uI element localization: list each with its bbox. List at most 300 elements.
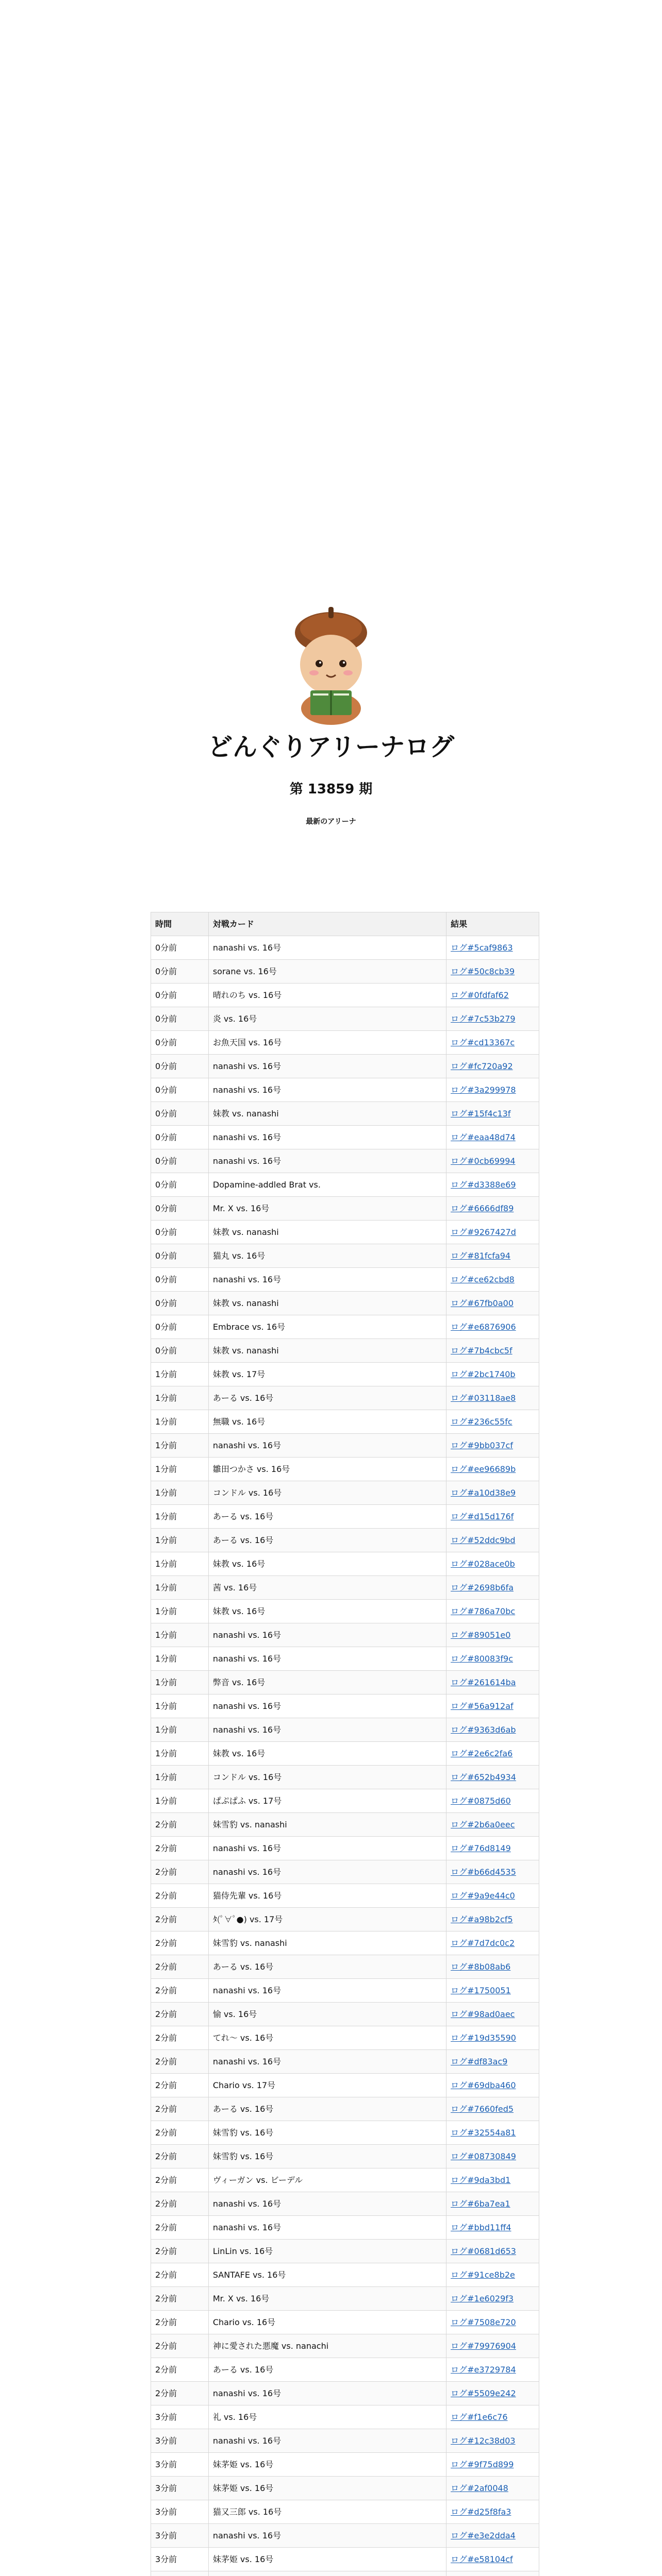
time-cell: 2分前 — [151, 2074, 209, 2097]
result-cell — [446, 1766, 539, 1789]
matchup-cell: あーる vs. 16号 — [208, 2358, 446, 2382]
log-link[interactable]: ログ#80083f9c — [451, 1654, 514, 1664]
result-cell — [446, 1955, 539, 1979]
matchup-cell: 妹教 vs. nanashi — [208, 1292, 446, 1315]
time-cell: 3分前 — [151, 2429, 209, 2453]
time-cell: 1分前 — [151, 1481, 209, 1505]
table-row — [151, 2263, 539, 2287]
time-cell: 1分前 — [151, 1623, 209, 1647]
time-cell: 0分前 — [151, 1197, 209, 1221]
time-cell: 2分前 — [151, 2311, 209, 2334]
result-cell — [446, 1410, 539, 1434]
table-row — [151, 2145, 539, 2168]
result-cell — [446, 1481, 539, 1505]
log-link[interactable]: ログ#f1e6c76 — [451, 2412, 508, 2422]
result-cell — [446, 2334, 539, 2358]
matchup-cell: 妹雪豹 vs. 16号 — [208, 2145, 446, 2168]
time-cell: 0分前 — [151, 1007, 209, 1031]
result-cell — [446, 2500, 539, 2524]
log-link[interactable]: ログ#d25f8fa3 — [451, 2507, 511, 2517]
time-cell: 2分前 — [151, 1837, 209, 1860]
time-cell: 1分前 — [151, 1529, 209, 1552]
table-row — [151, 1908, 539, 1931]
table-row — [151, 1529, 539, 1552]
log-link[interactable]: ログ#ce62cbd8 — [451, 1275, 515, 1284]
log-link[interactable]: ログ#9267427d — [451, 1227, 516, 1237]
result-cell — [446, 1102, 539, 1126]
matchup-cell: nanashi vs. 16号 — [208, 1055, 446, 1078]
time-cell: 2分前 — [151, 1813, 209, 1837]
time-cell: 0分前 — [151, 1078, 209, 1102]
time-cell: 2分前 — [151, 1979, 209, 2003]
log-link[interactable]: ログ#0fdfaf62 — [451, 990, 509, 1000]
table-header-row — [151, 912, 539, 936]
log-link[interactable]: ログ#a98b2cf5 — [451, 1914, 513, 1924]
table-row — [151, 1197, 539, 1221]
log-link[interactable]: ログ#2698b6fa — [451, 1583, 514, 1592]
log-link[interactable]: ログ#0681d653 — [451, 2246, 516, 2256]
time-cell — [151, 2571, 209, 2576]
log-link[interactable]: ログ#236c55fc — [451, 1417, 512, 1427]
time-cell: 0分前 — [151, 1173, 209, 1197]
time-cell: 1分前 — [151, 1742, 209, 1766]
table-row — [151, 2382, 539, 2405]
matchup-cell: あーる vs. 16号 — [208, 1505, 446, 1529]
matchup-cell: あーる vs. 16号 — [208, 1386, 446, 1410]
result-cell — [446, 1552, 539, 1576]
log-link[interactable]: ログ#9bb037cf — [451, 1440, 513, 1450]
matchup-cell: nanashi vs. 16号 — [208, 1647, 446, 1671]
time-cell: 0分前 — [151, 1268, 209, 1292]
result-cell — [446, 2429, 539, 2453]
matchup-cell: 妹茅姫 vs. 16号 — [208, 2453, 446, 2477]
result-cell — [446, 1931, 539, 1955]
result-cell — [446, 936, 539, 960]
table-row — [151, 2571, 539, 2576]
matchup-cell: 愉 vs. 16号 — [208, 2003, 446, 2026]
result-cell — [446, 1742, 539, 1766]
log-link[interactable]: ログ#2af0048 — [451, 2483, 508, 2493]
column-header-matchup: 対戦カード — [208, 912, 446, 936]
matchup-cell: nanashi vs. 16号 — [208, 1860, 446, 1884]
time-cell: 2分前 — [151, 2121, 209, 2145]
result-cell — [446, 2216, 539, 2240]
log-link[interactable]: ログ#652b4934 — [451, 1772, 516, 1782]
table-row — [151, 1600, 539, 1623]
table-row — [151, 1766, 539, 1789]
time-cell: 1分前 — [151, 1386, 209, 1410]
time-cell: 0分前 — [151, 1221, 209, 1244]
table-row — [151, 1860, 539, 1884]
time-cell: 0分前 — [151, 1055, 209, 1078]
matchup-cell: 猫丸 vs. 16号 — [208, 1244, 446, 1268]
table-row — [151, 2500, 539, 2524]
time-cell: 2分前 — [151, 2192, 209, 2216]
matchup-cell: nanashi vs. 16号 — [208, 1268, 446, 1292]
log-link[interactable]: ログ#15f4c13f — [451, 1109, 511, 1118]
log-link[interactable]: ログ#98ad0aec — [451, 2009, 515, 2019]
result-cell — [446, 1529, 539, 1552]
log-link[interactable]: ログ#76d8149 — [451, 1843, 511, 1853]
matchup-cell: 妹茅姫 vs. 16号 — [208, 2477, 446, 2500]
log-link[interactable]: ログ#e58104cf — [451, 2554, 513, 2564]
log-link[interactable]: ログ#03118ae8 — [451, 1393, 516, 1403]
matchup-cell: 妹教 vs. 16号 — [208, 1552, 446, 1576]
log-link[interactable]: ログ#08730849 — [451, 2151, 516, 2161]
matchup-cell: nanashi vs. 16号 — [208, 936, 446, 960]
matchup-cell: 妹教 vs. nanashi — [208, 1102, 446, 1126]
log-link[interactable]: ログ#8b08ab6 — [451, 1962, 511, 1972]
matchup-cell: nanashi vs. 16号 — [208, 2382, 446, 2405]
table-body — [151, 936, 539, 2576]
table-row — [151, 984, 539, 1007]
matchup-cell: 茜 vs. 16号 — [208, 1576, 446, 1600]
table-row — [151, 1434, 539, 1458]
log-link[interactable]: ログ#2e6c2fa6 — [451, 1749, 513, 1758]
matchup-cell: nanashi vs. 16号 — [208, 1718, 446, 1742]
result-cell — [446, 2145, 539, 2168]
log-link[interactable]: ログ#7660fed5 — [451, 2104, 514, 2114]
log-link[interactable]: ログ#1e6029f3 — [451, 2294, 514, 2303]
result-cell — [446, 2358, 539, 2382]
table-row — [151, 2097, 539, 2121]
time-cell: 2分前 — [151, 1884, 209, 1908]
log-link[interactable]: ログ#d15d176f — [451, 1512, 514, 1521]
column-header-result: 結果 — [446, 912, 539, 936]
arena-log-table — [151, 912, 539, 2576]
time-cell: 3分前 — [151, 2477, 209, 2500]
latest-arena-link[interactable]: 最新のアリーナ — [306, 818, 356, 826]
result-cell — [446, 1173, 539, 1197]
matchup-cell: nanashi vs. 16号 — [208, 2192, 446, 2216]
table-row — [151, 1339, 539, 1363]
result-cell — [446, 2097, 539, 2121]
matchup-cell: nanashi vs. 16号 — [208, 1623, 446, 1647]
log-link[interactable]: ログ#e3e2dda4 — [451, 2531, 516, 2540]
matchup-cell: SANTAFE vs. 16号 — [208, 2263, 446, 2287]
table-row — [151, 2524, 539, 2548]
log-link[interactable]: ログ#81fcfa94 — [451, 1251, 511, 1261]
matchup-cell: ぱぷぱふ vs. 17号 — [208, 1789, 446, 1813]
time-cell: 3分前 — [151, 2500, 209, 2524]
matchup-cell: 礼 vs. 16号 — [208, 2405, 446, 2429]
log-link[interactable]: ログ#2b6a0eec — [451, 1820, 515, 1829]
table-row — [151, 1552, 539, 1576]
result-cell — [446, 1363, 539, 1386]
log-link[interactable]: ログ#7d7dc0c2 — [451, 1938, 515, 1948]
time-cell: 0分前 — [151, 960, 209, 984]
log-link[interactable]: ログ#261614ba — [451, 1677, 516, 1687]
log-link[interactable]: ログ#786a70bc — [451, 1606, 516, 1616]
table-row — [151, 1576, 539, 1600]
result-cell — [446, 1434, 539, 1458]
table-row — [151, 1837, 539, 1860]
time-cell: 3分前 — [151, 2405, 209, 2429]
matchup-cell: あーる vs. 16号 — [208, 1529, 446, 1552]
table-row — [151, 1955, 539, 1979]
matchup-cell: 猫又三郎 vs. 16号 — [208, 2500, 446, 2524]
matchup-cell: 妹教 vs. 17号 — [208, 1363, 446, 1386]
log-link[interactable]: ログ#3a299978 — [451, 1085, 516, 1095]
table-row — [151, 2477, 539, 2500]
matchup-cell: 弊音 vs. 16号 — [208, 1671, 446, 1694]
log-link[interactable]: ログ#e3729784 — [451, 2365, 516, 2375]
matchup-cell: ヴィーガン vs. ビーデル — [208, 2168, 446, 2192]
log-link[interactable]: ログ#32554a81 — [451, 2128, 516, 2138]
matchup-cell: Embrace vs. 16号 — [208, 1315, 446, 1339]
log-link[interactable]: ログ#12c38d03 — [451, 2436, 516, 2446]
matchup-cell: Dopamine-addled Brat vs. — [208, 1173, 446, 1197]
matchup-cell — [208, 2571, 446, 2576]
matchup-cell: 炎 vs. 16号 — [208, 1007, 446, 1031]
result-cell — [446, 2287, 539, 2311]
result-cell — [446, 2571, 539, 2576]
table-row — [151, 1931, 539, 1955]
result-cell — [446, 2453, 539, 2477]
log-link[interactable]: ログ#9a9e44c0 — [451, 1891, 515, 1901]
log-link[interactable]: ログ#19d35590 — [451, 2033, 516, 2043]
matchup-cell: 猫侍先輩 vs. 16号 — [208, 1884, 446, 1908]
table-row — [151, 1244, 539, 1268]
time-cell: 1分前 — [151, 1363, 209, 1386]
log-link[interactable]: ログ#0875d60 — [451, 1796, 511, 1806]
result-cell — [446, 960, 539, 984]
table-row — [151, 1292, 539, 1315]
time-cell: 2分前 — [151, 1955, 209, 1979]
matchup-cell: nanashi vs. 16号 — [208, 1837, 446, 1860]
matchup-cell: nanashi vs. 16号 — [208, 1126, 446, 1149]
log-link[interactable]: ログ#d3388e69 — [451, 1180, 516, 1190]
result-cell — [446, 2240, 539, 2263]
result-cell — [446, 984, 539, 1007]
matchup-cell: Mr. X vs. 16号 — [208, 1197, 446, 1221]
table-row — [151, 2311, 539, 2334]
result-cell — [446, 1031, 539, 1055]
time-cell: 2分前 — [151, 2145, 209, 2168]
log-link[interactable]: ログ#50c8cb39 — [451, 967, 515, 976]
log-link[interactable]: ログ#69dba460 — [451, 2080, 516, 2090]
matchup-cell: 無職 vs. 16号 — [208, 1410, 446, 1434]
log-link[interactable]: ログ#5509e242 — [451, 2388, 516, 2398]
time-cell: 0分前 — [151, 1126, 209, 1149]
time-cell: 2分前 — [151, 2358, 209, 2382]
result-cell — [446, 1837, 539, 1860]
time-cell: 1分前 — [151, 1552, 209, 1576]
table-row — [151, 1458, 539, 1481]
result-cell — [446, 1979, 539, 2003]
matchup-cell: Mr. X vs. 16号 — [208, 2287, 446, 2311]
table-row — [151, 2026, 539, 2050]
table-row — [151, 2050, 539, 2074]
matchup-cell: nanashi vs. 16号 — [208, 1694, 446, 1718]
matchup-cell: sorane vs. 16号 — [208, 960, 446, 984]
result-cell — [446, 1694, 539, 1718]
result-cell — [446, 2405, 539, 2429]
log-link[interactable]: ログ#ee96689b — [451, 1464, 516, 1474]
log-link[interactable]: ログ#2bc1740b — [451, 1369, 516, 1379]
matchup-cell: nanashi vs. 16号 — [208, 1149, 446, 1173]
time-cell: 1分前 — [151, 1458, 209, 1481]
log-link[interactable]: ログ#9da3bd1 — [451, 2175, 511, 2185]
matchup-cell: 妹雪豹 vs. 16号 — [208, 2121, 446, 2145]
matchup-cell: 妹雪豹 vs. nanashi — [208, 1931, 446, 1955]
result-cell — [446, 1244, 539, 1268]
log-link[interactable]: ログ#79976904 — [451, 2341, 516, 2351]
time-cell: 0分前 — [151, 1292, 209, 1315]
time-cell: 1分前 — [151, 1434, 209, 1458]
time-cell: 0分前 — [151, 1339, 209, 1363]
result-cell — [446, 1315, 539, 1339]
time-cell: 0分前 — [151, 1149, 209, 1173]
result-cell — [446, 2382, 539, 2405]
table-row — [151, 1505, 539, 1529]
table-row — [151, 2216, 539, 2240]
result-cell — [446, 2003, 539, 2026]
table-row — [151, 1410, 539, 1434]
time-cell: 3分前 — [151, 2548, 209, 2571]
time-cell: 0分前 — [151, 936, 209, 960]
time-cell: 2分前 — [151, 2240, 209, 2263]
time-cell: 3分前 — [151, 2453, 209, 2477]
table-row — [151, 1647, 539, 1671]
result-cell — [446, 1671, 539, 1694]
table-row — [151, 1149, 539, 1173]
time-cell: 1分前 — [151, 1718, 209, 1742]
result-cell — [446, 1647, 539, 1671]
column-header-time: 時間 — [151, 912, 209, 936]
log-link[interactable]: ログ#6666df89 — [451, 1204, 514, 1213]
time-cell: 2分前 — [151, 2097, 209, 2121]
time-cell: 2分前 — [151, 1931, 209, 1955]
table-row — [151, 1078, 539, 1102]
result-cell — [446, 2050, 539, 2074]
table-row — [151, 2453, 539, 2477]
log-link[interactable]: ログ#eaa48d74 — [451, 1132, 516, 1142]
table-row — [151, 1363, 539, 1386]
matchup-cell: nanashi vs. 16号 — [208, 2524, 446, 2548]
table-row — [151, 2405, 539, 2429]
time-cell: 2分前 — [151, 2216, 209, 2240]
table-row — [151, 1742, 539, 1766]
matchup-cell: コンドル vs. 16号 — [208, 1766, 446, 1789]
log-link[interactable]: ログ#56a912af — [451, 1701, 514, 1711]
log-link[interactable]: ログ#5caf9863 — [451, 943, 513, 953]
log-link[interactable]: ログ#cd13367c — [451, 1038, 515, 1047]
table-row — [151, 1789, 539, 1813]
matchup-cell: 雛田つかさ vs. 16号 — [208, 1458, 446, 1481]
matchup-cell: ﾀ(ﾟ∀ﾟ●) vs. 17号 — [208, 1908, 446, 1931]
arena-log-table-container — [151, 912, 539, 2576]
time-cell: 0分前 — [151, 1244, 209, 1268]
time-cell: 2分前 — [151, 2263, 209, 2287]
log-link[interactable]: ログ#89051e0 — [451, 1630, 511, 1640]
matchup-cell: nanashi vs. 16号 — [208, 2429, 446, 2453]
table-row — [151, 2287, 539, 2311]
time-cell: 2分前 — [151, 2382, 209, 2405]
result-cell — [446, 2074, 539, 2097]
log-link[interactable]: ログ#fc720a92 — [451, 1061, 513, 1071]
matchup-cell: nanashi vs. 16号 — [208, 1434, 446, 1458]
log-link[interactable]: ログ#1750051 — [451, 1986, 511, 1995]
matchup-cell: nanashi vs. 16号 — [208, 2216, 446, 2240]
matchup-cell: 妹教 vs. 16号 — [208, 1742, 446, 1766]
result-cell — [446, 1718, 539, 1742]
table-row — [151, 1623, 539, 1647]
time-cell: 2分前 — [151, 2334, 209, 2358]
log-link[interactable]: ログ#6ba7ea1 — [451, 2199, 510, 2209]
time-cell: 2分前 — [151, 1860, 209, 1884]
result-cell — [446, 1789, 539, 1813]
matchup-cell: てれ〜 vs. 16号 — [208, 2026, 446, 2050]
table-row — [151, 1813, 539, 1837]
matchup-cell: nanashi vs. 16号 — [208, 2050, 446, 2074]
table-row — [151, 1173, 539, 1197]
log-link[interactable]: ログ#028ace0b — [451, 1559, 515, 1569]
log-link[interactable]: ログ#9f75d899 — [451, 2460, 514, 2469]
matchup-cell: コンドル vs. 16号 — [208, 1481, 446, 1505]
log-link[interactable]: ログ#a10d38e9 — [451, 1488, 516, 1498]
table-row — [151, 936, 539, 960]
log-link[interactable]: ログ#7508e720 — [451, 2317, 516, 2327]
result-cell — [446, 2477, 539, 2500]
result-cell — [446, 2026, 539, 2050]
log-link[interactable]: ログ#7b4cbc5f — [451, 1346, 512, 1355]
result-cell — [446, 2121, 539, 2145]
log-link[interactable]: ログ#91ce8b2e — [451, 2270, 515, 2280]
result-cell — [446, 1623, 539, 1647]
time-cell: 2分前 — [151, 2287, 209, 2311]
result-cell — [446, 1197, 539, 1221]
table-row — [151, 2334, 539, 2358]
result-cell — [446, 1126, 539, 1149]
table-row — [151, 1979, 539, 2003]
matchup-cell: 妹茅姫 vs. 16号 — [208, 2548, 446, 2571]
result-cell — [446, 1860, 539, 1884]
page-header — [0, 732, 662, 826]
time-cell: 1分前 — [151, 1694, 209, 1718]
log-link[interactable]: ログ#9363d6ab — [451, 1725, 516, 1735]
time-cell: 1分前 — [151, 1576, 209, 1600]
log-link[interactable]: ログ#b66d4535 — [451, 1867, 516, 1877]
time-cell: 0分前 — [151, 1031, 209, 1055]
table-row — [151, 1055, 539, 1078]
table-row — [151, 1315, 539, 1339]
hero-area — [0, 0, 662, 613]
time-cell: 0分前 — [151, 984, 209, 1007]
log-link[interactable]: ログ#7c53b279 — [451, 1014, 516, 1024]
result-cell — [446, 1600, 539, 1623]
result-cell — [446, 2168, 539, 2192]
time-cell: 1分前 — [151, 1766, 209, 1789]
matchup-cell: nanashi vs. 16号 — [208, 1979, 446, 2003]
result-cell — [446, 1339, 539, 1363]
matchup-cell: 妹教 vs. nanashi — [208, 1339, 446, 1363]
log-link[interactable]: ログ#67fb0a00 — [451, 1298, 514, 1308]
table-row — [151, 2240, 539, 2263]
log-link[interactable]: ログ#df83ac9 — [451, 2057, 508, 2066]
table-row — [151, 1884, 539, 1908]
result-cell — [446, 1386, 539, 1410]
log-link[interactable]: ログ#e6876906 — [451, 1322, 516, 1332]
time-cell: 1分前 — [151, 1505, 209, 1529]
time-cell: 1分前 — [151, 1600, 209, 1623]
log-link[interactable]: ログ#52ddc9bd — [451, 1535, 516, 1545]
log-link[interactable]: ログ#bbd11ff4 — [451, 2223, 511, 2232]
table-row — [151, 1102, 539, 1126]
log-link[interactable]: ログ#0cb69994 — [451, 1156, 516, 1166]
table-row — [151, 2548, 539, 2571]
result-cell — [446, 1458, 539, 1481]
